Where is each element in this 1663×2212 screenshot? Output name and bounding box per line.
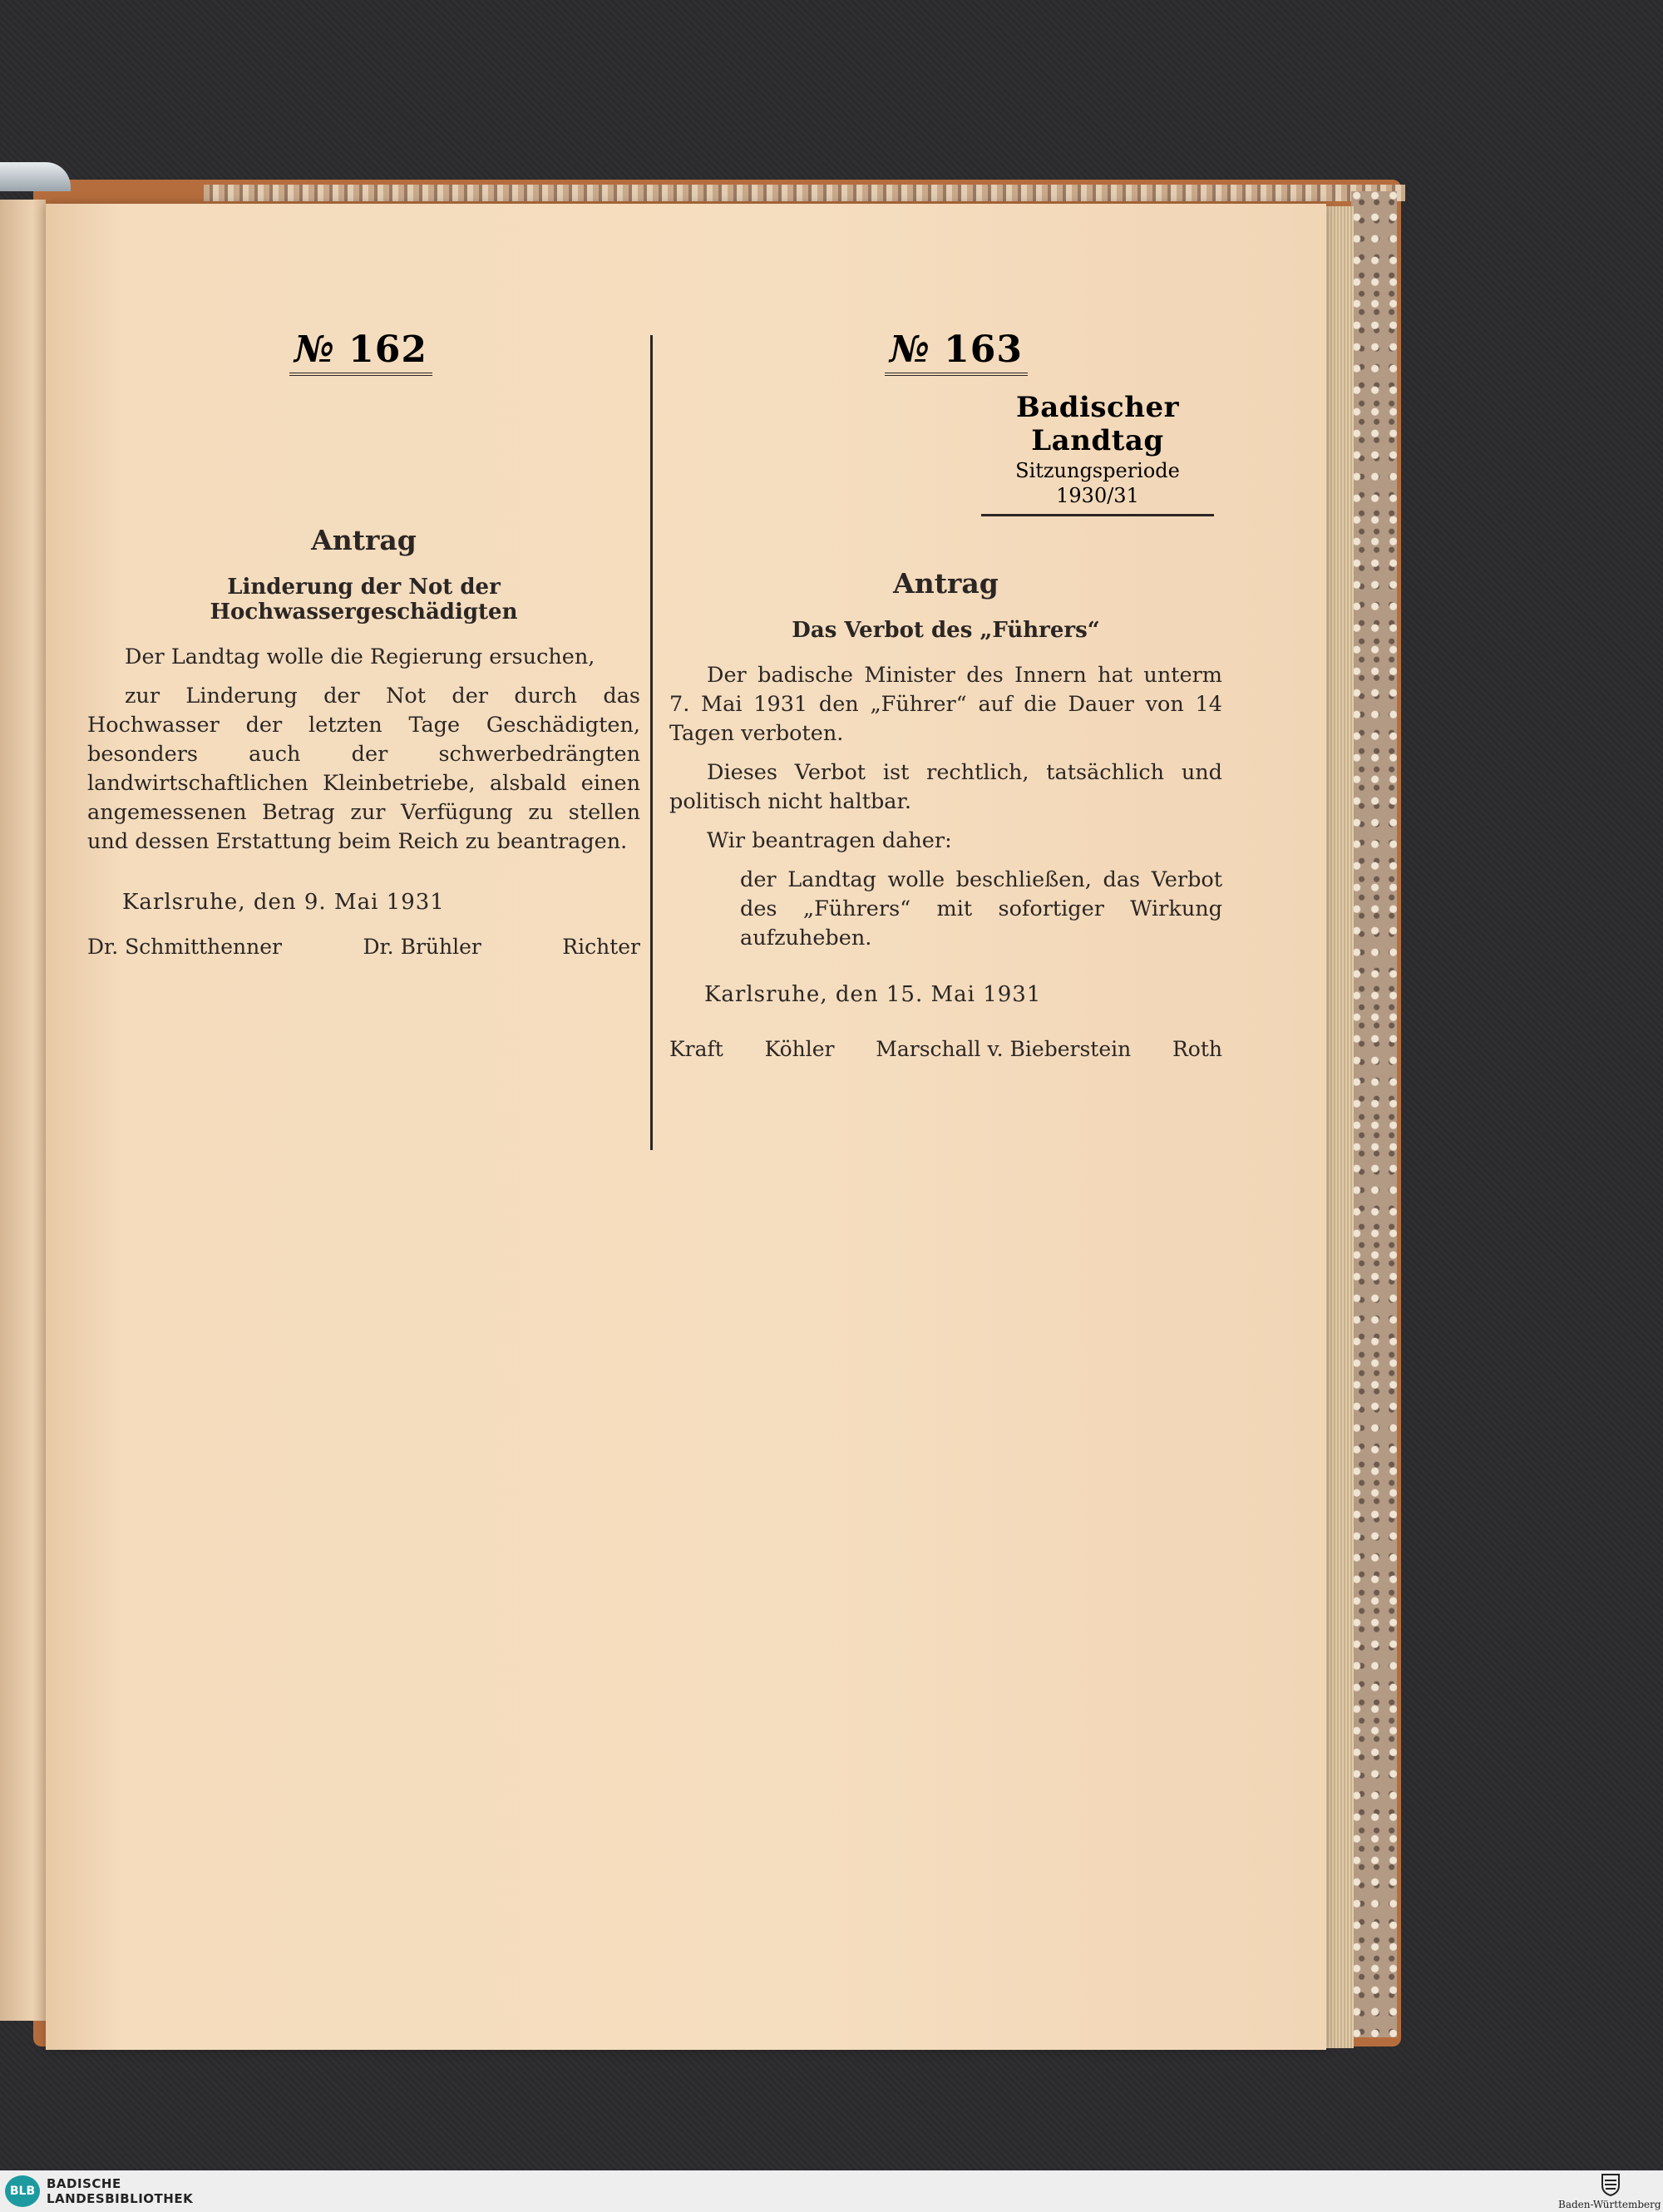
spine-ribbon (0, 162, 71, 191)
right-subheading: Das Verbot des „Führers“ (792, 618, 1100, 643)
number-symbol: № (890, 328, 930, 371)
signatory: Marschall v. Bieberstein (876, 1037, 1132, 1061)
parliament-name: Badischer Landtag (1015, 391, 1180, 457)
left-body: zur Linderung der Not der durch das Hochwasser der letzten Tage Geschädigten, besonders auch der schwerbedrängten landwirtschaftlichen Kleinbetriebe, alsbald einen angemessenen Betrag zur Verfügung zu stellen und dessen Erstattung beim Reich zu beantragen. (87, 684, 640, 854)
library-name-line-1: BADISCHE (47, 2176, 121, 2191)
state-name: Baden-Württemberg (1558, 2199, 1661, 2210)
state-coat-of-arms-icon (1598, 2172, 1623, 2197)
header-rule (981, 514, 1214, 516)
document-number-162 (289, 328, 432, 376)
marbled-side-edge (1351, 191, 1397, 2037)
footer-bar (0, 2170, 1663, 2212)
right-para-2: Dieses Verbot ist rechtlich, tatsächlich und politisch nicht haltbar. (669, 760, 1222, 814)
left-heading: Antrag (311, 524, 417, 556)
left-signatories (87, 935, 640, 959)
right-para-1: Der badische Minister des Innern hat unterm 7. Mai 1931 den „Führer“ auf die Dauer von 14 Tagen verboten. (669, 663, 1222, 746)
signatory: Dr. Brühler (363, 935, 481, 959)
document-number-163 (885, 328, 1028, 376)
page-stack-edge (1322, 206, 1354, 2048)
right-para-4: der Landtag wolle beschließen, das Verbot des „Führers“ mit sofortiger Wirkung aufzuheben. (740, 867, 1222, 950)
left-date: Karlsruhe, den 9. Mai 1931 (122, 890, 445, 915)
left-page-sliver (0, 200, 46, 2021)
left-intro: Der Landtag wolle die Regierung ersuchen, (125, 644, 595, 669)
marbled-top-edge (204, 185, 1405, 201)
session-label: Sitzungsperiode (1015, 459, 1180, 482)
column-divider (650, 335, 653, 1150)
number-value: 162 (348, 328, 428, 371)
left-subheading: Linderung der Not der Hochwassergeschädigten (210, 575, 518, 625)
library-name-line-2: LANDESBIBLIOTHEK (47, 2191, 194, 2206)
right-signatories (669, 1037, 1222, 1061)
signatory: Richter (562, 935, 640, 959)
session-years: 1930/31 (1056, 484, 1139, 507)
signatory: Roth (1172, 1037, 1222, 1061)
right-heading: Antrag (893, 567, 999, 600)
number-symbol: № (294, 328, 335, 371)
blb-logo[interactable]: BLB (5, 2175, 40, 2207)
signatory: Kraft (669, 1037, 723, 1061)
library-name (47, 2176, 193, 2206)
right-para-3: Wir beantragen daher: (707, 828, 952, 853)
signatory: Köhler (764, 1037, 835, 1061)
right-column (669, 567, 1222, 1061)
right-date: Karlsruhe, den 15. Mai 1931 (704, 982, 1042, 1007)
signatory: Dr. Schmitthenner (87, 935, 283, 959)
number-value: 163 (944, 328, 1024, 371)
left-column (87, 524, 640, 959)
parliament-header (981, 391, 1214, 516)
